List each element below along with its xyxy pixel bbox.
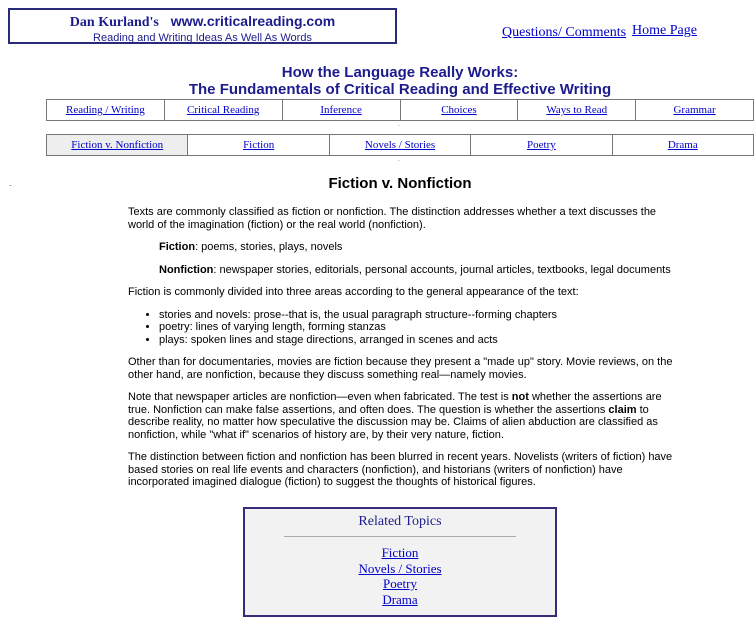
- site-brand-box: [8, 8, 397, 44]
- related-link-drama[interactable]: Drama: [382, 591, 418, 607]
- nav-cell-choices: [400, 100, 518, 121]
- brand-line: [10, 13, 395, 31]
- nav-cell-critical-reading: [164, 100, 282, 121]
- related-link-fiction[interactable]: Fiction: [381, 545, 419, 560]
- related-divider: [284, 536, 516, 537]
- nav-cell-reading-writing: [47, 100, 165, 121]
- nav-cell-fiction-v-nonfiction: [47, 135, 188, 156]
- related-topics-box: [243, 507, 557, 617]
- note-emphasis-claim: claim: [608, 403, 637, 416]
- fiction-areas-list: [128, 309, 676, 347]
- nav-drama[interactable]: Drama: [667, 139, 698, 151]
- separator-dot: .: [398, 157, 400, 163]
- questions-comments-link[interactable]: Questions/ Comments: [502, 25, 627, 40]
- nav-cell-ways-to-read: [518, 100, 636, 121]
- nav-grammar[interactable]: Grammar: [673, 104, 716, 116]
- nonfiction-term: Nonfiction: [159, 263, 214, 276]
- blurred-distinction-paragraph: The distinction between fiction and nonfiction has been blurred in recent years. Novelists (writers of fiction) have based stories on real life events and characters (nonfiction), and historians (writers of nonfiction) have incorporated imagined dialogue (fiction) to suggest the thoughts of historical figures.: [128, 451, 673, 488]
- note-text: whether the assertions are true. Nonfiction can make false assertions, and often does. The question is whether the assertions: [128, 391, 662, 416]
- list-item: • stories and novels: prose--that is, the usual paragraph structure--forming chapters: [159, 309, 676, 322]
- nav-choices[interactable]: Choices: [441, 104, 477, 116]
- article-content: [128, 206, 676, 499]
- separator-dot: .: [398, 122, 400, 128]
- top-links: [502, 23, 697, 41]
- primary-nav: [46, 99, 754, 121]
- nav-fiction[interactable]: Fiction: [243, 139, 275, 151]
- nav-inference[interactable]: Inference: [320, 104, 362, 116]
- areas-intro: Fiction is commonly divided into three areas according to the general appearance of the text:: [128, 286, 579, 298]
- fiction-definition: [159, 241, 676, 254]
- site-title-line1: How the Language Really Works:: [281, 64, 519, 81]
- movies-paragraph: Other than for documentaries, movies are fiction because they present a "made up" story. Movie reviews, on the other hand, are nonfiction, because they discuss something real—namely movies.: [128, 356, 673, 381]
- note-emphasis-not: not: [511, 391, 529, 403]
- nav-critical-reading[interactable]: Critical Reading: [187, 104, 260, 116]
- nav-cell-poetry: [471, 135, 612, 156]
- intro-paragraph: Texts are commonly classified as fiction or nonfiction. The distinction addresses whether a text discusses the world of the imagination (fiction) or the real world (nonfiction).: [128, 206, 657, 231]
- nav-cell-novels-stories: [329, 135, 470, 156]
- fiction-term: Fiction: [159, 241, 196, 253]
- secondary-nav: [46, 134, 754, 156]
- site-title-line2: The Fundamentals of Critical Reading and Effective Writing: [188, 81, 612, 98]
- related-topics-list: [245, 545, 555, 607]
- nav-cell-drama: [612, 135, 753, 156]
- nonfiction-definition: [159, 264, 676, 277]
- newspaper-note-paragraph: [128, 391, 676, 441]
- note-text: Note that newspaper articles are nonfiction—even when fabricated. The test is: [128, 391, 512, 403]
- nav-poetry[interactable]: Poetry: [527, 139, 556, 151]
- nav-cell-inference: [282, 100, 400, 121]
- brand-name: Dan Kurland's: [69, 15, 159, 30]
- nav-cell-grammar: [636, 100, 754, 121]
- list-item: • poetry: lines of varying length, forming stanzas: [159, 321, 676, 334]
- nonfiction-def-text: : newspaper stories, editorials, personal accounts, journal articles, textbooks, legal documents: [213, 263, 671, 276]
- nav-fiction-v-nonfiction[interactable]: Fiction v. Nonfiction: [71, 139, 164, 151]
- related-link-poetry[interactable]: Poetry: [383, 576, 417, 591]
- nav-novels-stories[interactable]: Novels / Stories: [364, 139, 436, 151]
- nav-reading-writing[interactable]: Reading / Writing: [66, 104, 145, 116]
- list-item: • plays: spoken lines and stage directions, arranged in scenes and acts: [159, 334, 676, 347]
- brand-tagline: Reading and Writing Ideas As Well As Words: [93, 32, 312, 44]
- home-page-link[interactable]: Home Page: [632, 23, 697, 38]
- related-link-novels-stories[interactable]: Novels / Stories: [358, 560, 442, 576]
- related-topics-title: Related Topics: [358, 514, 442, 529]
- note-text: to describe reality, no matter how speculative the discussion may be. Claims of alien abduction are classified as nonfiction, while "what if" scenarios of history are, by their very nature, fiction.: [128, 403, 658, 441]
- page-heading: Fiction v. Nonfiction: [328, 175, 472, 192]
- separator-dot: .: [9, 178, 12, 188]
- site-title: [140, 64, 660, 98]
- fiction-def-text: : poems, stories, plays, novels: [195, 241, 343, 253]
- nav-ways-to-read[interactable]: Ways to Read: [546, 104, 608, 116]
- nav-cell-fiction: [188, 135, 329, 156]
- brand-url: www.criticalreading.com: [170, 13, 336, 29]
